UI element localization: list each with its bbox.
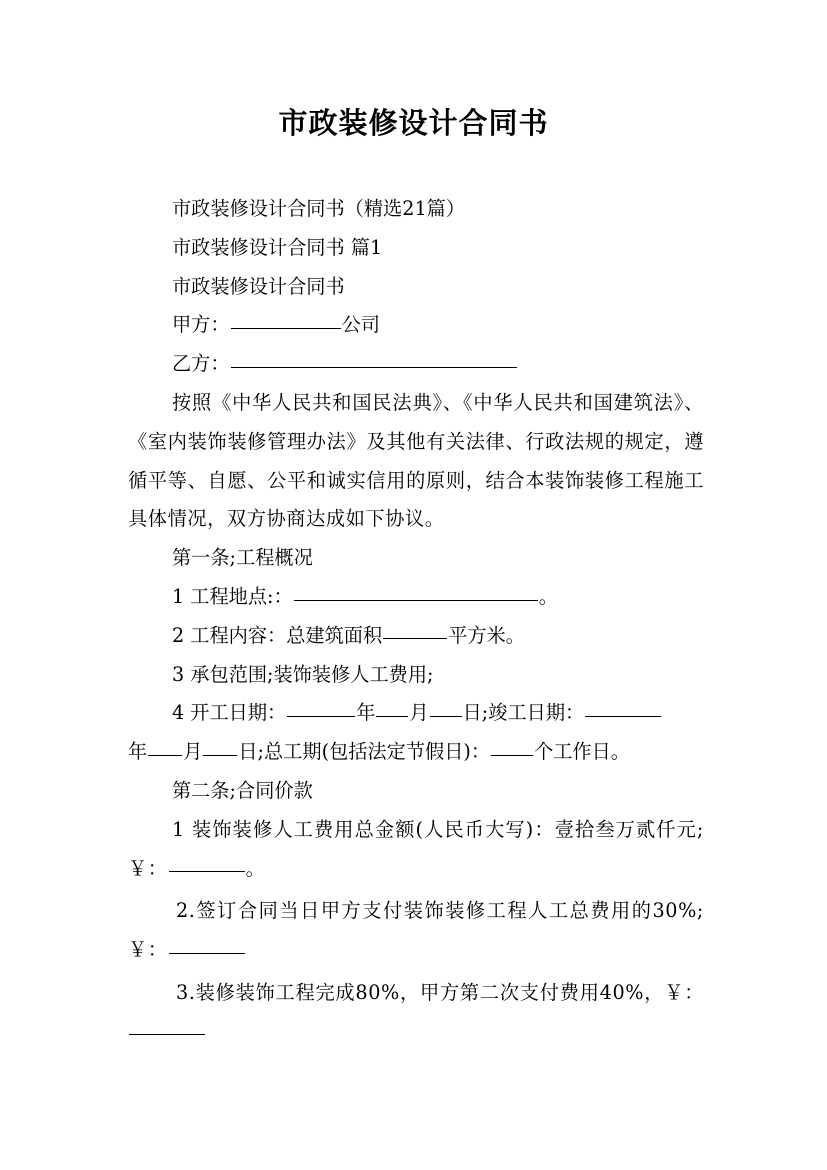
work-days-blank: [491, 754, 533, 756]
area-blank: [383, 637, 447, 639]
end-month-blank: [148, 754, 182, 756]
end-day-blank: [203, 754, 237, 756]
item-2-3: 3.装修装饰工程完成80%，甲方第二次支付费用40%，￥：: [128, 974, 704, 1052]
start-month-blank: [376, 715, 408, 717]
second-payment-blank: [129, 1033, 205, 1035]
item-2-1: 1 装饰装修人工费用总金额(人民币大写)：壹拾叁万贰仟元;￥： 。: [128, 817, 704, 880]
document-subtitle: 市政装修设计合同书（精选21篇）: [172, 197, 466, 220]
party-a-label: 甲方：: [172, 313, 230, 337]
start-day-blank: [430, 715, 462, 717]
contract-title: 市政装修设计合同书: [172, 274, 345, 298]
preamble-paragraph: 按照《中华人民共和国民法典》、《中华人民共和国建筑法》、《室内装饰装修管理办法》及其他有关法律、行政法规的规定，遵循平等、自愿、公平和诚实信用的原则，结合本装饰装修工程施工具体情况，双方协商达成如下协议。: [128, 390, 704, 531]
article-2-heading: 第二条;合同价款: [172, 778, 313, 802]
start-year-blank: [287, 715, 355, 717]
article-1-heading: 第一条;工程概况: [172, 546, 313, 570]
end-year-blank: [585, 715, 661, 717]
party-b-blank: [231, 366, 517, 368]
party-a-line: [128, 306, 704, 345]
party-b-line: [128, 345, 704, 384]
total-amount-blank: [169, 870, 245, 872]
item-1-3: 3 承包范围;装饰装修人工费用;: [172, 662, 434, 686]
party-a-suffix: 公司: [341, 313, 380, 337]
item-1-1: 1 工程地点:： 。: [172, 584, 558, 608]
item-1-2: 2 工程内容：总建筑面积 平方米。: [172, 623, 525, 647]
first-payment-blank: [169, 952, 245, 954]
party-a-blank: [231, 327, 341, 329]
location-blank: [294, 599, 538, 601]
document-body: [128, 190, 704, 1052]
chapter-heading: 市政装修设计合同书 篇1: [172, 235, 383, 259]
item-2-2: 2.签订合同当日甲方支付装饰装修工程人工总费用的30%;￥：: [128, 899, 704, 962]
item-1-4-line-2: 年 月 日;总工期(包括法定节假日)： 个工作日。: [128, 740, 630, 764]
item-1-4-line-1: 4 开工日期： 年 月 日;竣工日期：: [128, 694, 704, 733]
party-b-label: 乙方：: [172, 352, 230, 376]
document-title: 市政装修设计合同书: [278, 106, 549, 140]
